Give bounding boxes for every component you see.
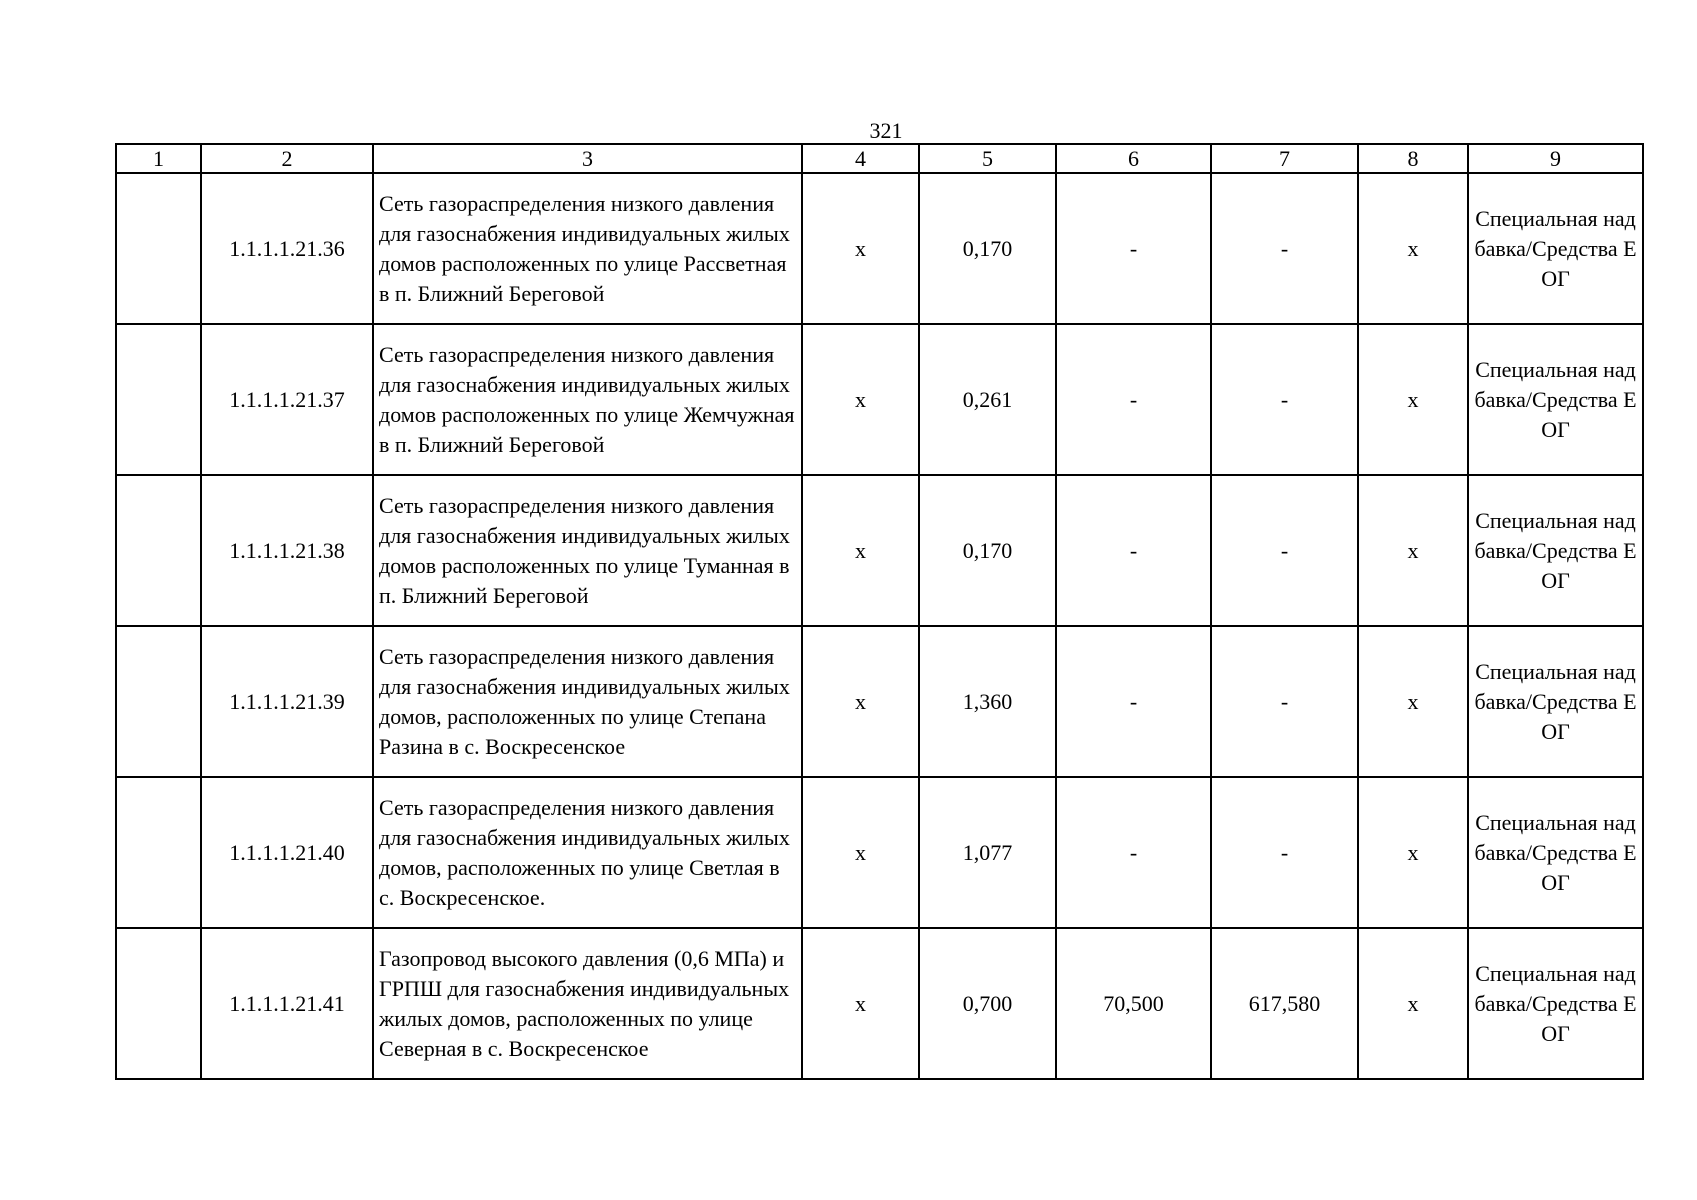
- cell-funding-source: Специальная надбавка/Средства ЕОГ: [1468, 626, 1643, 777]
- cell-funding-source: Специальная надбавка/Средства ЕОГ: [1468, 324, 1643, 475]
- cell-col7: -: [1211, 475, 1358, 626]
- cell-col7: -: [1211, 777, 1358, 928]
- cell-col1: [116, 928, 201, 1079]
- cell-col7: 617,580: [1211, 928, 1358, 1079]
- cell-col5: 0,170: [919, 475, 1056, 626]
- cell-col1: [116, 324, 201, 475]
- cell-description: Сеть газораспределения низкого давления для газоснабжения индивидуальных жилых домов, расположенных по улице Светлая в с. Воскресенское.: [373, 777, 802, 928]
- column-number-row: [116, 144, 1643, 173]
- cell-col4: х: [802, 777, 919, 928]
- cell-col6: -: [1056, 173, 1211, 324]
- cell-code: 1.1.1.1.21.39: [201, 626, 373, 777]
- cell-col5: 0,170: [919, 173, 1056, 324]
- table-row: [116, 324, 1643, 475]
- cell-code: 1.1.1.1.21.41: [201, 928, 373, 1079]
- table-row: [116, 777, 1643, 928]
- cell-col8: х: [1358, 475, 1468, 626]
- column-header-1: 1: [116, 144, 201, 173]
- cell-col4: х: [802, 173, 919, 324]
- cell-col1: [116, 173, 201, 324]
- cell-col5: 0,700: [919, 928, 1056, 1079]
- column-header-7: 7: [1211, 144, 1358, 173]
- cell-col6: -: [1056, 475, 1211, 626]
- cell-col6: -: [1056, 324, 1211, 475]
- cell-col4: х: [802, 324, 919, 475]
- cell-col7: -: [1211, 173, 1358, 324]
- cell-col5: 1,360: [919, 626, 1056, 777]
- cell-col4: х: [802, 928, 919, 1079]
- cell-description: Сеть газораспределения низкого давления для газоснабжения индивидуальных жилых домов расположенных по улице Туманная в п. Ближний Береговой: [373, 475, 802, 626]
- cell-col7: -: [1211, 324, 1358, 475]
- data-table: [115, 143, 1644, 1080]
- cell-col4: х: [802, 626, 919, 777]
- cell-col7: -: [1211, 626, 1358, 777]
- cell-funding-source: Специальная надбавка/Средства ЕОГ: [1468, 173, 1643, 324]
- cell-code: 1.1.1.1.21.37: [201, 324, 373, 475]
- column-header-6: 6: [1056, 144, 1211, 173]
- table-row: [116, 928, 1643, 1079]
- cell-funding-source: Специальная надбавка/Средства ЕОГ: [1468, 475, 1643, 626]
- cell-col8: х: [1358, 777, 1468, 928]
- cell-col4: х: [802, 475, 919, 626]
- cell-col8: х: [1358, 626, 1468, 777]
- cell-col6: 70,500: [1056, 928, 1211, 1079]
- column-header-8: 8: [1358, 144, 1468, 173]
- cell-funding-source: Специальная надбавка/Средства ЕОГ: [1468, 777, 1643, 928]
- cell-col1: [116, 777, 201, 928]
- cell-description: Газопровод высокого давления (0,6 МПа) и ГРПШ для газоснабжения индивидуальных жилых домов, расположенных по улице Северная в с. Воскресенское: [373, 928, 802, 1079]
- cell-col5: 0,261: [919, 324, 1056, 475]
- cell-funding-source: Специальная надбавка/Средства ЕОГ: [1468, 928, 1643, 1079]
- cell-description: Сеть газораспределения низкого давления для газоснабжения индивидуальных жилых домов, расположенных по улице Степана Разина в с. Воскресенское: [373, 626, 802, 777]
- column-header-9: 9: [1468, 144, 1643, 173]
- cell-col8: х: [1358, 324, 1468, 475]
- cell-col8: х: [1358, 928, 1468, 1079]
- cell-col1: [116, 475, 201, 626]
- cell-description: Сеть газораспределения низкого давления для газоснабжения индивидуальных жилых домов расположенных по улице Рассветная в п. Ближний Береговой: [373, 173, 802, 324]
- cell-col6: -: [1056, 777, 1211, 928]
- cell-code: 1.1.1.1.21.40: [201, 777, 373, 928]
- column-header-5: 5: [919, 144, 1056, 173]
- cell-description: Сеть газораспределения низкого давления для газоснабжения индивидуальных жилых домов расположенных по улице Жемчужная в п. Ближний Береговой: [373, 324, 802, 475]
- cell-col1: [116, 626, 201, 777]
- cell-col8: х: [1358, 173, 1468, 324]
- column-header-4: 4: [802, 144, 919, 173]
- table-row: [116, 173, 1643, 324]
- cell-code: 1.1.1.1.21.36: [201, 173, 373, 324]
- cell-col5: 1,077: [919, 777, 1056, 928]
- column-header-2: 2: [201, 144, 373, 173]
- column-header-3: 3: [373, 144, 802, 173]
- cell-code: 1.1.1.1.21.38: [201, 475, 373, 626]
- table-row: [116, 626, 1643, 777]
- cell-col6: -: [1056, 626, 1211, 777]
- table-row: [116, 475, 1643, 626]
- page-number: 321: [869, 118, 903, 143]
